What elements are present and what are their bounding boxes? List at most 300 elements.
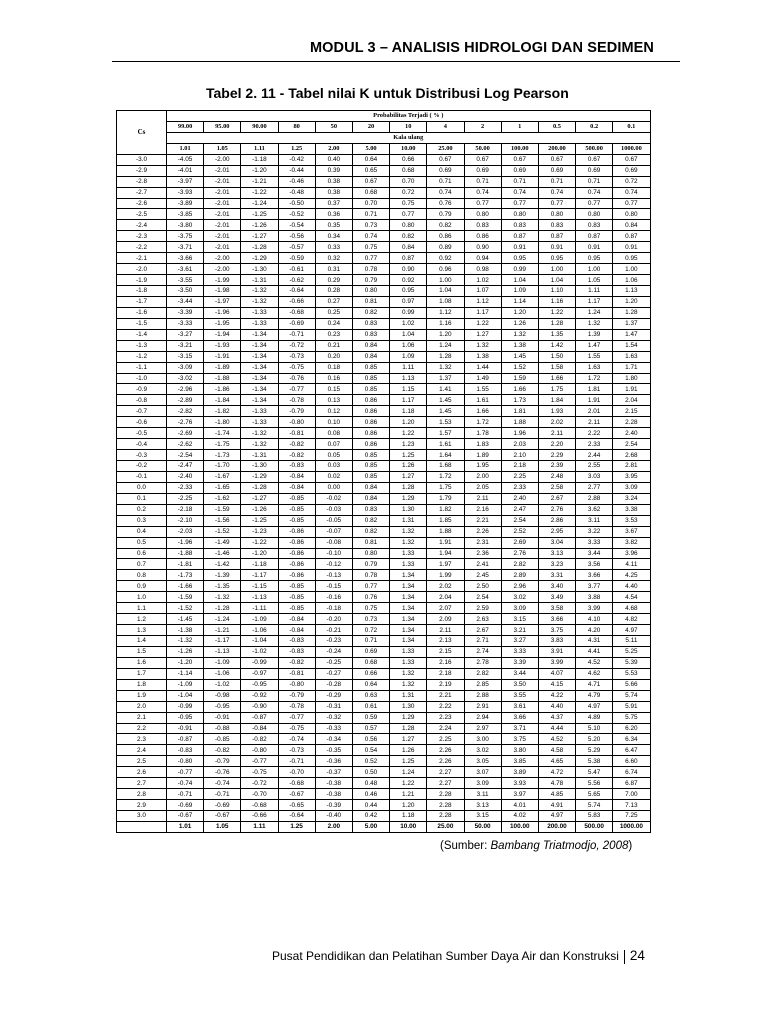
k-value: 5.25 [613,646,650,657]
k-value: 0.95 [390,286,427,297]
k-value: -0.69 [278,318,315,329]
k-value: 0.84 [352,351,389,362]
k-value: 1.12 [427,307,464,318]
k-value: 3.38 [613,504,650,515]
k-value: -0.86 [278,548,315,559]
k-value: 2.22 [576,428,613,439]
k-value: -0.86 [278,526,315,537]
k-value: -0.75 [241,767,278,778]
k-value: 1.95 [464,461,501,472]
k-value: 1.20 [427,329,464,340]
k-value: 0.90 [464,242,501,253]
k-value: 2.31 [464,537,501,548]
k-value: -3.33 [167,318,204,329]
k-value: -3.39 [167,307,204,318]
k-value: 1.28 [390,482,427,493]
k-value: 2.04 [427,592,464,603]
k-value: 3.27 [501,636,538,647]
table-row [117,581,651,592]
return-period-header: 2.00 [315,143,352,154]
k-value: 1.00 [613,264,650,275]
k-value: 0.79 [352,559,389,570]
k-value: -0.27 [315,668,352,679]
probability-header: 95.00 [204,121,241,132]
k-value: 2.21 [427,690,464,701]
k-value: -1.84 [204,395,241,406]
k-value: -2.01 [204,198,241,209]
k-value: 2.45 [464,570,501,581]
k-value: -0.71 [278,756,315,767]
k-value: 0.74 [464,187,501,198]
k-value: 2.97 [464,723,501,734]
k-value: 4.62 [576,668,613,679]
k-value: 0.84 [352,493,389,504]
k-value: 1.00 [427,275,464,286]
k-value: -0.83 [278,461,315,472]
k-value: 2.88 [464,690,501,701]
k-value: 2.40 [501,493,538,504]
table-row [117,318,651,329]
cs-value: 2.6 [117,767,167,778]
k-value: 4.71 [576,679,613,690]
k-value: 0.70 [352,198,389,209]
k-value: 1.04 [538,275,575,286]
table-row [117,515,651,526]
k-value: 0.71 [427,176,464,187]
cs-value: 2.4 [117,745,167,756]
k-value: 5.38 [576,756,613,767]
k-value: 0.07 [315,439,352,450]
k-value: 3.23 [538,559,575,570]
k-value: 0.86 [464,231,501,242]
k-value: 1.08 [427,296,464,307]
k-value: -1.98 [204,286,241,297]
cs-value: 0.4 [117,526,167,537]
k-value: 3.91 [538,646,575,657]
return-period-footer: 1000.00 [613,821,650,832]
k-value: -0.70 [278,767,315,778]
k-value: 0.91 [501,242,538,253]
k-value: 0.66 [352,668,389,679]
k-value: 2.59 [464,603,501,614]
k-value: 0.99 [390,307,427,318]
k-value: 1.21 [390,789,427,800]
k-value: 0.70 [390,176,427,187]
k-value: -0.84 [278,625,315,636]
table-row [117,592,651,603]
k-value: 1.55 [464,384,501,395]
k-value: 5.91 [613,701,650,712]
cs-value: 0.8 [117,570,167,581]
k-value: -2.00 [204,264,241,275]
k-value: 1.28 [390,723,427,734]
table-row [117,253,651,264]
table-row [117,745,651,756]
cs-value: 0.1 [117,493,167,504]
k-value: 1.80 [613,373,650,384]
k-value: -0.73 [278,351,315,362]
table-row [117,493,651,504]
table-row [117,701,651,712]
k-value: 4.20 [576,625,613,636]
k-value: 3.02 [501,592,538,603]
return-period-header: 100.00 [501,143,538,154]
k-value: 3.50 [501,679,538,690]
k-value: 1.32 [390,668,427,679]
k-value: 2.27 [427,767,464,778]
return-period-footer: 500.00 [576,821,613,832]
k-value: 1.78 [464,428,501,439]
k-value: 7.13 [613,800,650,811]
k-value: 0.71 [576,176,613,187]
k-value: 0.99 [501,264,538,275]
footer-text: Pusat Pendidikan dan Pelatihan Sumber Daya Air dan Konstruksi [272,949,619,963]
k-value: 3.93 [501,778,538,789]
k-value: -0.82 [278,657,315,668]
k-value: 3.71 [501,723,538,734]
k-value: 1.91 [576,395,613,406]
cs-value: -1.2 [117,351,167,362]
k-value: 1.94 [427,548,464,559]
k-value: 0.71 [352,209,389,220]
table-row [117,384,651,395]
k-value: -0.57 [278,242,315,253]
k-value: 1.47 [576,340,613,351]
k-value: -0.79 [204,756,241,767]
k-value: -0.91 [167,723,204,734]
k-value: 1.99 [427,570,464,581]
k-value: 0.75 [352,603,389,614]
k-value: -2.01 [204,165,241,176]
k-value: 3.13 [538,548,575,559]
k-value: -3.50 [167,286,204,297]
k-value: 2.40 [613,428,650,439]
k-value: 1.44 [464,362,501,373]
k-value: 1.59 [501,373,538,384]
table-row [117,351,651,362]
k-value: -0.84 [278,614,315,625]
k-value: 1.35 [538,329,575,340]
k-value: -1.02 [241,646,278,657]
k-value: -0.61 [278,264,315,275]
k-value: 0.85 [352,362,389,373]
k-value: 2.09 [427,614,464,625]
k-value: -0.10 [315,548,352,559]
k-value: 4.72 [538,767,575,778]
k-value: -0.86 [278,537,315,548]
k-value: 1.34 [390,592,427,603]
k-value: -1.26 [167,646,204,657]
k-value: 6.60 [613,756,650,767]
k-value: -0.29 [315,690,352,701]
k-value: -1.67 [204,471,241,482]
table-row [117,800,651,811]
k-value: -1.09 [204,657,241,668]
k-value: -0.81 [278,428,315,439]
k-value: 3.58 [538,603,575,614]
k-value: 1.81 [501,406,538,417]
table-row [117,756,651,767]
k-value: -1.52 [204,526,241,537]
k-value: 0.85 [352,461,389,472]
k-value: -1.33 [241,417,278,428]
k-value: 0.77 [538,198,575,209]
k-value: -1.45 [167,614,204,625]
k-value: -2.01 [204,231,241,242]
k-value: 4.54 [613,592,650,603]
cs-value: -0.5 [117,428,167,439]
k-value: 1.00 [538,264,575,275]
k-value: 2.15 [427,646,464,657]
k-value: 4.40 [538,701,575,712]
k-value: 0.42 [352,811,389,822]
table-row [117,296,651,307]
k-value: 0.67 [538,154,575,165]
cs-value: 1.7 [117,668,167,679]
table-row [117,636,651,647]
k-value: 1.34 [390,614,427,625]
k-value: 0.67 [501,154,538,165]
k-value: 0.80 [501,209,538,220]
k-value: 2.68 [613,450,650,461]
k-value: -1.32 [241,439,278,450]
k-value: -1.65 [204,482,241,493]
probability-label: Probabilitas Terjadi ( % ) [167,111,651,122]
k-value: 3.99 [538,657,575,668]
table-row [117,428,651,439]
k-value: -0.98 [204,690,241,701]
k-value: 2.00 [464,471,501,482]
k-value: 0.79 [427,209,464,220]
k-value: 1.47 [613,329,650,340]
k-value: -2.40 [167,471,204,482]
k-value: -2.18 [167,504,204,515]
source-citation [440,840,632,852]
cs-value: 2.1 [117,712,167,723]
k-value: 1.20 [613,296,650,307]
k-value: -0.87 [241,712,278,723]
k-value: -0.69 [204,800,241,811]
cs-value: 0.5 [117,537,167,548]
k-value: 1.17 [464,307,501,318]
k-value: 1.42 [538,340,575,351]
k-value: 2.58 [538,482,575,493]
k-value: -0.87 [167,734,204,745]
k-value: -0.37 [315,767,352,778]
k-value: 1.49 [464,373,501,384]
k-value: -2.03 [167,526,204,537]
k-value: -0.83 [167,745,204,756]
k-value: 3.66 [538,614,575,625]
k-value: 0.74 [352,231,389,242]
k-value: -1.28 [241,242,278,253]
k-value: 1.39 [576,329,613,340]
k-value: 1.11 [390,362,427,373]
k-value: 1.32 [390,526,427,537]
table-row [117,220,651,231]
k-value: -1.34 [241,384,278,395]
k-value: 3.11 [464,789,501,800]
k-value: 0.13 [315,395,352,406]
k-value: -1.96 [167,537,204,548]
table-row [117,417,651,428]
k-value: -0.64 [278,811,315,822]
k-value: 0.87 [390,253,427,264]
k-value: 2.16 [427,657,464,668]
k-value: 1.32 [390,679,427,690]
k-value: 3.66 [576,570,613,581]
k-value: 0.29 [315,275,352,286]
k-value: 1.61 [464,395,501,406]
k-value: 0.69 [576,165,613,176]
k-value: 0.63 [352,690,389,701]
k-value: 3.89 [501,767,538,778]
k-value: 1.06 [613,275,650,286]
k-value: 0.77 [352,253,389,264]
cs-value: 3.0 [117,811,167,822]
k-value: -0.79 [278,406,315,417]
table-row [117,570,651,581]
k-value: 2.82 [464,668,501,679]
k-value: 1.34 [390,581,427,592]
k-value: 1.00 [576,264,613,275]
k-value: -1.32 [241,286,278,297]
k-value: 1.24 [576,307,613,318]
return-period-footer: 25.00 [427,821,464,832]
k-value: 1.25 [390,450,427,461]
k-value: 3.67 [613,526,650,537]
k-value: -1.21 [204,625,241,636]
k-value: 0.68 [352,657,389,668]
footer-blank-cell [117,821,167,832]
k-value: 3.44 [501,668,538,679]
table-row [117,625,651,636]
k-value: -1.35 [204,581,241,592]
k-value: 1.17 [390,395,427,406]
cs-value: 0.2 [117,504,167,515]
k-value: 1.33 [390,548,427,559]
k-value: 0.83 [538,220,575,231]
k-value: 2.63 [464,614,501,625]
k-value: -0.79 [278,690,315,701]
k-value: 0.69 [501,165,538,176]
k-value: -0.82 [278,450,315,461]
k-value: 0.73 [352,614,389,625]
k-value: 1.45 [427,406,464,417]
k-value-table [116,110,651,833]
k-value: -1.52 [167,603,204,614]
k-value: 1.75 [427,482,464,493]
k-value: 0.69 [464,165,501,176]
k-value: 3.82 [613,537,650,548]
k-value: 2.01 [576,406,613,417]
k-value: -0.80 [167,756,204,767]
k-value: 1.88 [501,417,538,428]
k-value: 2.88 [576,493,613,504]
return-period-footer: 100.00 [501,821,538,832]
k-value: -1.49 [204,537,241,548]
k-value: 1.26 [390,461,427,472]
k-value: 1.63 [576,362,613,373]
k-value: -3.80 [167,220,204,231]
k-value: 1.84 [538,395,575,406]
k-value: 0.74 [538,187,575,198]
k-value: -2.01 [204,242,241,253]
k-value: 0.69 [613,165,650,176]
k-value: 2.96 [501,581,538,592]
k-value: -2.69 [167,428,204,439]
table-row [117,187,651,198]
k-value: 3.75 [538,625,575,636]
k-value: 2.54 [501,515,538,526]
k-value: 4.02 [501,811,538,822]
k-value: 4.89 [576,712,613,723]
k-value: -0.72 [278,340,315,351]
k-value: -0.52 [278,209,315,220]
k-value: 1.73 [501,395,538,406]
cs-value: -2.6 [117,198,167,209]
k-value: 0.74 [427,187,464,198]
k-value: 1.89 [464,450,501,461]
k-value: 0.72 [352,625,389,636]
k-value: -0.77 [167,767,204,778]
k-value: 0.95 [538,253,575,264]
return-period-footer: 1.01 [167,821,204,832]
k-value: -2.76 [167,417,204,428]
k-value: -1.13 [204,646,241,657]
k-value: -0.84 [278,482,315,493]
k-value: 1.54 [613,340,650,351]
k-value: 2.02 [427,581,464,592]
k-value: 1.28 [538,318,575,329]
return-period-footer: 10.00 [390,821,427,832]
k-value: 2.94 [464,712,501,723]
k-value: 4.41 [576,646,613,657]
k-value: -1.97 [204,296,241,307]
k-value: -1.30 [241,461,278,472]
k-value: 1.29 [390,712,427,723]
probability-header: 90.00 [241,121,278,132]
k-value: 4.31 [576,636,613,647]
table-row [117,275,651,286]
probability-header: 4 [427,121,464,132]
k-value: 2.11 [464,493,501,504]
k-value: 2.26 [427,756,464,767]
k-value: 0.67 [464,154,501,165]
table-row [117,439,651,450]
k-value: 2.16 [464,504,501,515]
k-value: 0.75 [390,198,427,209]
k-value: 3.88 [576,592,613,603]
k-value: -1.70 [204,461,241,472]
k-value: -1.74 [204,428,241,439]
k-value: -0.73 [278,745,315,756]
k-value: -1.29 [241,471,278,482]
k-value: -1.99 [204,275,241,286]
k-value: 3.04 [538,537,575,548]
table-row [117,690,651,701]
k-value: 1.64 [427,450,464,461]
k-value: 1.63 [613,351,650,362]
k-value: 0.76 [427,198,464,209]
k-value: -1.88 [167,548,204,559]
k-value: 0.86 [352,406,389,417]
k-value: -0.85 [278,592,315,603]
k-value: 1.22 [464,318,501,329]
k-value: -1.26 [241,220,278,231]
cs-value: 1.9 [117,690,167,701]
k-value: -1.96 [204,307,241,318]
